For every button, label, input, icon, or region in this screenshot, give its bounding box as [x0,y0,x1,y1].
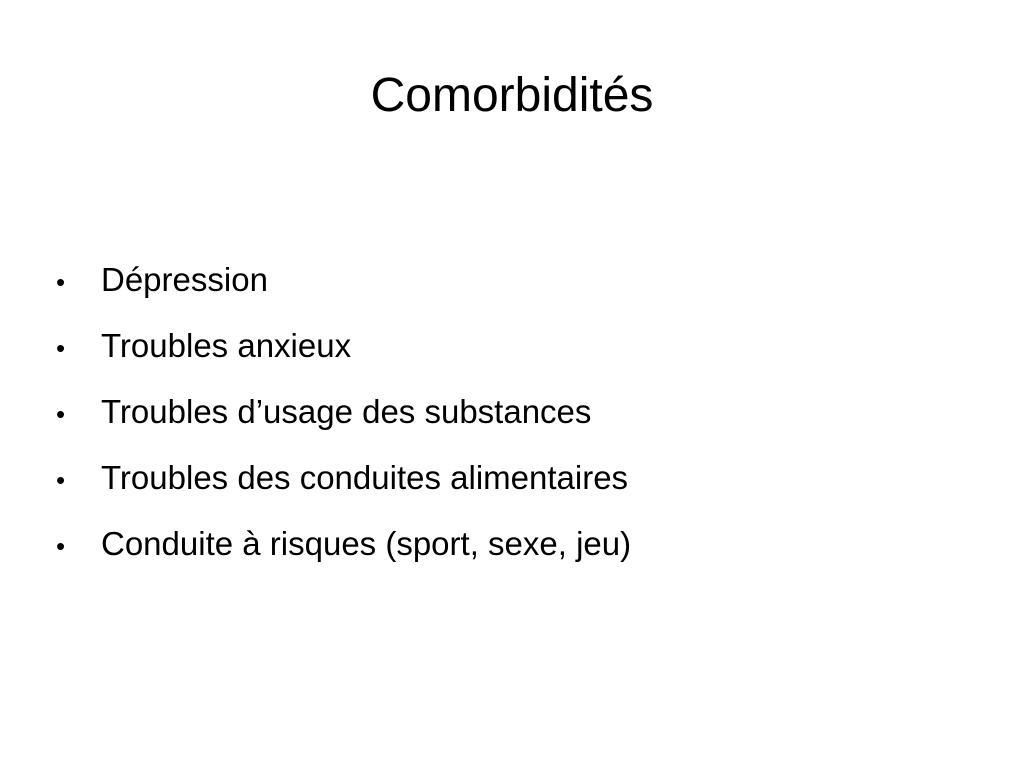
list-item [56,448,956,514]
bullet-text: Dépression [101,261,268,298]
bullet-icon: • [56,465,66,495]
list-item [56,514,956,580]
bullet-list [56,250,956,580]
bullet-text: Troubles d’usage des substances [101,393,592,430]
bullet-icon: • [56,531,66,561]
slide-title: Comorbidités [370,69,654,122]
list-item [56,382,956,448]
bullet-icon: • [56,399,66,429]
bullet-text: Conduite à risques (sport, sexe, jeu) [101,525,632,562]
list-item [56,316,956,382]
list-item [56,250,956,316]
bullet-text: Troubles des conduites alimentaires [101,459,629,496]
bullet-icon: • [56,333,66,363]
bullet-text: Troubles anxieux [101,327,352,364]
bullet-icon: • [56,267,66,297]
